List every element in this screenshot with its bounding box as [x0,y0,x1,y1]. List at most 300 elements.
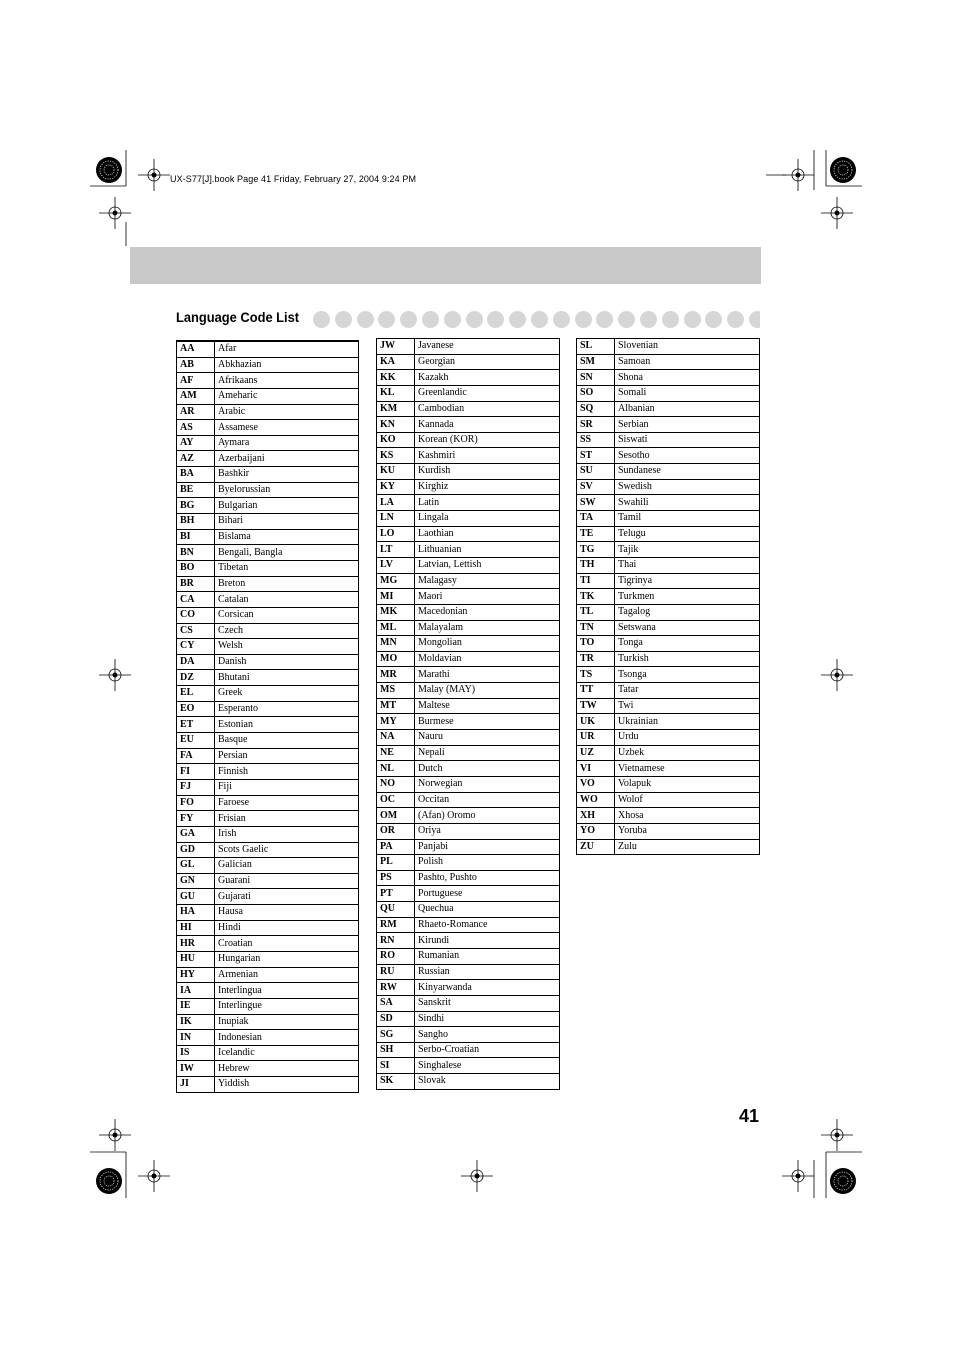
language-name: Uzbek [615,745,760,761]
language-code: BO [177,560,215,576]
table-row [577,698,760,714]
language-name: Esperanto [215,701,359,717]
table-row [177,795,359,811]
table-row [377,542,560,558]
language-name: Tsonga [615,667,760,683]
language-name: Kirghiz [415,479,560,495]
language-name: Abkhazian [215,357,359,373]
table-row [377,917,560,933]
language-name: Catalan [215,592,359,608]
language-name: Kirundi [415,933,560,949]
language-name: Setswana [615,620,760,636]
table-row [377,573,560,589]
table-row [377,761,560,777]
table-row [377,683,560,699]
language-name: Burmese [415,714,560,730]
table-row [177,451,359,467]
table-row [577,651,760,667]
table-row [577,370,760,386]
table-row [177,498,359,514]
language-name: Hungarian [215,951,359,967]
dot-decoration [705,311,722,328]
table-row [377,417,560,433]
table-row [177,404,359,420]
language-code: RW [377,980,415,996]
language-name: Macedonian [415,604,560,620]
language-code: BE [177,482,215,498]
language-name: Malay (MAY) [415,683,560,699]
language-code: BI [177,529,215,545]
crosshair-icon [138,159,170,191]
table-row [377,339,560,355]
language-name: Volapuk [615,776,760,792]
language-name: Afrikaans [215,373,359,389]
table-row [177,357,359,373]
language-code: LA [377,495,415,511]
language-code: AM [177,388,215,404]
table-row [177,858,359,874]
language-code: UK [577,714,615,730]
language-name: Tajik [615,542,760,558]
table-row [577,448,760,464]
language-name: Hebrew [215,1061,359,1077]
language-name: Bengali, Bangla [215,545,359,561]
table-row [177,905,359,921]
language-name: Malagasy [415,573,560,589]
language-code: GN [177,873,215,889]
language-code: EO [177,701,215,717]
language-name: Maori [415,589,560,605]
dot-decoration [357,311,374,328]
language-code: QU [377,902,415,918]
language-code: ZU [577,839,615,855]
table-row [377,870,560,886]
table-row [177,482,359,498]
language-code: LN [377,511,415,527]
language-name: Hindi [215,920,359,936]
dot-decoration [596,311,613,328]
table-row [577,667,760,683]
language-name: Javanese [415,339,560,355]
language-code: TE [577,526,615,542]
language-name: Norwegian [415,776,560,792]
table-row [377,385,560,401]
language-code: MY [377,714,415,730]
table-row [377,1042,560,1058]
language-code: KL [377,385,415,401]
language-name: Wolof [615,792,760,808]
language-name: Pashto, Pushto [415,870,560,886]
language-code: ST [577,448,615,464]
language-name: Moldavian [415,651,560,667]
language-name: Icelandic [215,1045,359,1061]
language-name: Greenlandic [415,385,560,401]
table-row [577,808,760,824]
table-row [177,717,359,733]
language-name: Persian [215,748,359,764]
language-code: TO [577,636,615,652]
language-code: IE [177,998,215,1014]
language-code: DA [177,654,215,670]
starburst-icon [96,157,122,183]
dot-decoration [662,311,679,328]
language-code: SG [377,1027,415,1043]
dot-decoration [575,311,592,328]
language-name: Gujarati [215,889,359,905]
language-name: Armenian [215,967,359,983]
language-name: Frisian [215,811,359,827]
crosshair-icon [821,197,853,229]
table-row [577,792,760,808]
table-row [577,761,760,777]
table-row [177,1061,359,1077]
language-name: Interlingua [215,983,359,999]
crosshair-icon [782,159,814,191]
language-name: Welsh [215,639,359,655]
language-code: AZ [177,451,215,467]
table-row [577,573,760,589]
table-row [377,526,560,542]
table-row [377,495,560,511]
language-code: HR [177,936,215,952]
language-name: Panjabi [415,839,560,855]
language-code: VO [577,776,615,792]
title-dot-rule [313,311,760,329]
language-code: FJ [177,779,215,795]
table-row [177,373,359,389]
table-row [177,983,359,999]
language-name: (Afan) Oromo [415,808,560,824]
language-name: Mongolian [415,636,560,652]
table-row [377,714,560,730]
language-code: AR [177,404,215,420]
language-code: HU [177,951,215,967]
table-row [577,432,760,448]
language-name: Twi [615,698,760,714]
table-row [577,620,760,636]
crosshair-icon [138,1160,170,1192]
language-name: Thai [615,557,760,573]
language-code: BG [177,498,215,514]
language-code: SW [577,495,615,511]
language-name: Indonesian [215,1030,359,1046]
language-code: HI [177,920,215,936]
language-name: Quechua [415,902,560,918]
language-code-table-1 [176,340,359,1093]
language-code: IK [177,1014,215,1030]
language-name: Zulu [615,839,760,855]
table-row [377,964,560,980]
language-code: LO [377,526,415,542]
language-name: Sanskrit [415,995,560,1011]
dot-decoration [466,311,483,328]
language-code: IS [177,1045,215,1061]
table-row [177,889,359,905]
page-number: 41 [739,1106,760,1126]
dot-decoration [487,311,504,328]
language-code: KS [377,448,415,464]
language-name: Somali [615,385,760,401]
language-name: Shona [615,370,760,386]
crosshair-icon [99,659,131,691]
language-code: SM [577,354,615,370]
language-name: Occitan [415,792,560,808]
language-code: SI [377,1058,415,1074]
table-row [377,792,560,808]
language-name: Finnish [215,764,359,780]
language-name: Galician [215,858,359,874]
language-name: Albanian [615,401,760,417]
language-name: Sangho [415,1027,560,1043]
language-code: PS [377,870,415,886]
header-band [130,247,761,284]
language-code: GL [177,858,215,874]
table-row [377,933,560,949]
table-row [377,354,560,370]
table-row [177,733,359,749]
table-row [177,560,359,576]
language-code: HY [177,967,215,983]
language-name: Yiddish [215,1077,359,1093]
language-code: HA [177,905,215,921]
crosshair-icon [821,659,853,691]
table-row [377,401,560,417]
language-name: Slovak [415,1074,560,1090]
language-name: Tatar [615,683,760,699]
table-row [177,1014,359,1030]
language-code: MG [377,573,415,589]
language-code: BA [177,467,215,483]
language-code: AB [177,357,215,373]
language-code: IN [177,1030,215,1046]
language-code: GD [177,842,215,858]
table-row [177,388,359,404]
language-name: Aymara [215,435,359,451]
table-row [577,683,760,699]
language-name: Lingala [415,511,560,527]
language-name: Georgian [415,354,560,370]
language-code: EL [177,686,215,702]
language-name: Estonian [215,717,359,733]
dot-decoration [553,311,570,328]
language-code: RM [377,917,415,933]
language-name: Nauru [415,730,560,746]
table-row [177,811,359,827]
language-name: Swedish [615,479,760,495]
table-row [377,902,560,918]
table-row [177,623,359,639]
table-row [577,339,760,355]
dot-decoration [749,311,760,328]
table-row [377,1011,560,1027]
language-code: KA [377,354,415,370]
language-code: TW [577,698,615,714]
language-name: Bulgarian [215,498,359,514]
language-name: Scots Gaelic [215,842,359,858]
language-name: Corsican [215,607,359,623]
language-name: Cambodian [415,401,560,417]
table-row [377,1074,560,1090]
language-code: AS [177,420,215,436]
language-code: SD [377,1011,415,1027]
dot-decoration [400,311,417,328]
language-name: Maltese [415,698,560,714]
language-name: Kurdish [415,464,560,480]
table-row [377,995,560,1011]
language-code: MK [377,604,415,620]
language-name: Czech [215,623,359,639]
language-code: KN [377,417,415,433]
table-row [377,745,560,761]
language-name: Xhosa [615,808,760,824]
language-code: FO [177,795,215,811]
table-row [377,1058,560,1074]
table-row [377,730,560,746]
language-code: RO [377,948,415,964]
crosshair-icon [821,1119,853,1151]
dot-decoration [618,311,635,328]
language-name: Korean (KOR) [415,432,560,448]
language-name: Urdu [615,730,760,746]
table-row [177,670,359,686]
table-row [377,808,560,824]
table-row [577,823,760,839]
dot-decoration [727,311,744,328]
language-name: Ameharic [215,388,359,404]
language-name: Malayalam [415,620,560,636]
table-row [177,920,359,936]
language-name: Danish [215,654,359,670]
crosshair-icon [461,1160,493,1192]
language-code: CS [177,623,215,639]
crosshair-icon [782,1160,814,1192]
language-code: AY [177,435,215,451]
language-code: KM [377,401,415,417]
language-code: SS [577,432,615,448]
table-row [377,370,560,386]
language-code: MT [377,698,415,714]
table-row [577,401,760,417]
language-name: Tagalog [615,604,760,620]
language-name: Afar [215,341,359,357]
language-code: CA [177,592,215,608]
language-name: Kinyarwanda [415,980,560,996]
language-code: OM [377,808,415,824]
language-code: AF [177,373,215,389]
table-row [577,417,760,433]
table-row [577,636,760,652]
table-row [177,951,359,967]
language-name: Greek [215,686,359,702]
table-row [377,651,560,667]
language-code: BH [177,514,215,530]
table-row [177,701,359,717]
language-name: Bislama [215,529,359,545]
table-row [577,526,760,542]
table-row [377,464,560,480]
language-code: YO [577,823,615,839]
language-name: Hausa [215,905,359,921]
dot-decoration [335,311,352,328]
language-name: Serbian [615,417,760,433]
language-code: SQ [577,401,615,417]
table-row [377,855,560,871]
table-row [577,511,760,527]
language-name: Ukrainian [615,714,760,730]
language-code: XH [577,808,615,824]
table-row [377,980,560,996]
language-name: Swahili [615,495,760,511]
table-row [577,479,760,495]
language-name: Assamese [215,420,359,436]
dot-decoration [422,311,439,328]
language-code: SL [577,339,615,355]
language-code: TG [577,542,615,558]
language-code: FY [177,811,215,827]
language-name: Tonga [615,636,760,652]
table-row [577,385,760,401]
language-name: Nepali [415,745,560,761]
table-row [177,1077,359,1093]
language-code: UZ [577,745,615,761]
language-code: TK [577,589,615,605]
table-row [177,514,359,530]
page-title: Language Code List [176,309,300,325]
language-name: Yoruba [615,823,760,839]
table-row [577,730,760,746]
language-code: NE [377,745,415,761]
table-row [377,511,560,527]
language-code: TA [577,511,615,527]
language-code: RU [377,964,415,980]
language-code: TI [577,573,615,589]
table-row [377,776,560,792]
table-row [577,354,760,370]
language-code: MO [377,651,415,667]
language-name: Inupiak [215,1014,359,1030]
language-name: Bashkir [215,467,359,483]
language-code: TT [577,683,615,699]
language-name: Kashmiri [415,448,560,464]
table-row [177,545,359,561]
language-name: Laothian [415,526,560,542]
table-row [177,873,359,889]
language-code: SO [577,385,615,401]
language-name: Sesotho [615,448,760,464]
table-row [377,667,560,683]
language-code: MR [377,667,415,683]
table-row [577,495,760,511]
table-row [577,589,760,605]
language-code: PT [377,886,415,902]
dot-decoration [378,311,395,328]
dot-decoration [313,311,330,328]
table-row [177,779,359,795]
language-code: PA [377,839,415,855]
language-code: LT [377,542,415,558]
language-code: ET [177,717,215,733]
language-code: IA [177,983,215,999]
dot-decoration [444,311,461,328]
language-code: SN [577,370,615,386]
language-name: Vietnamese [615,761,760,777]
table-row [377,589,560,605]
starburst-icon [830,157,856,183]
language-name: Siswati [615,432,760,448]
language-name: Tibetan [215,560,359,576]
table-row [177,842,359,858]
table-row [377,886,560,902]
